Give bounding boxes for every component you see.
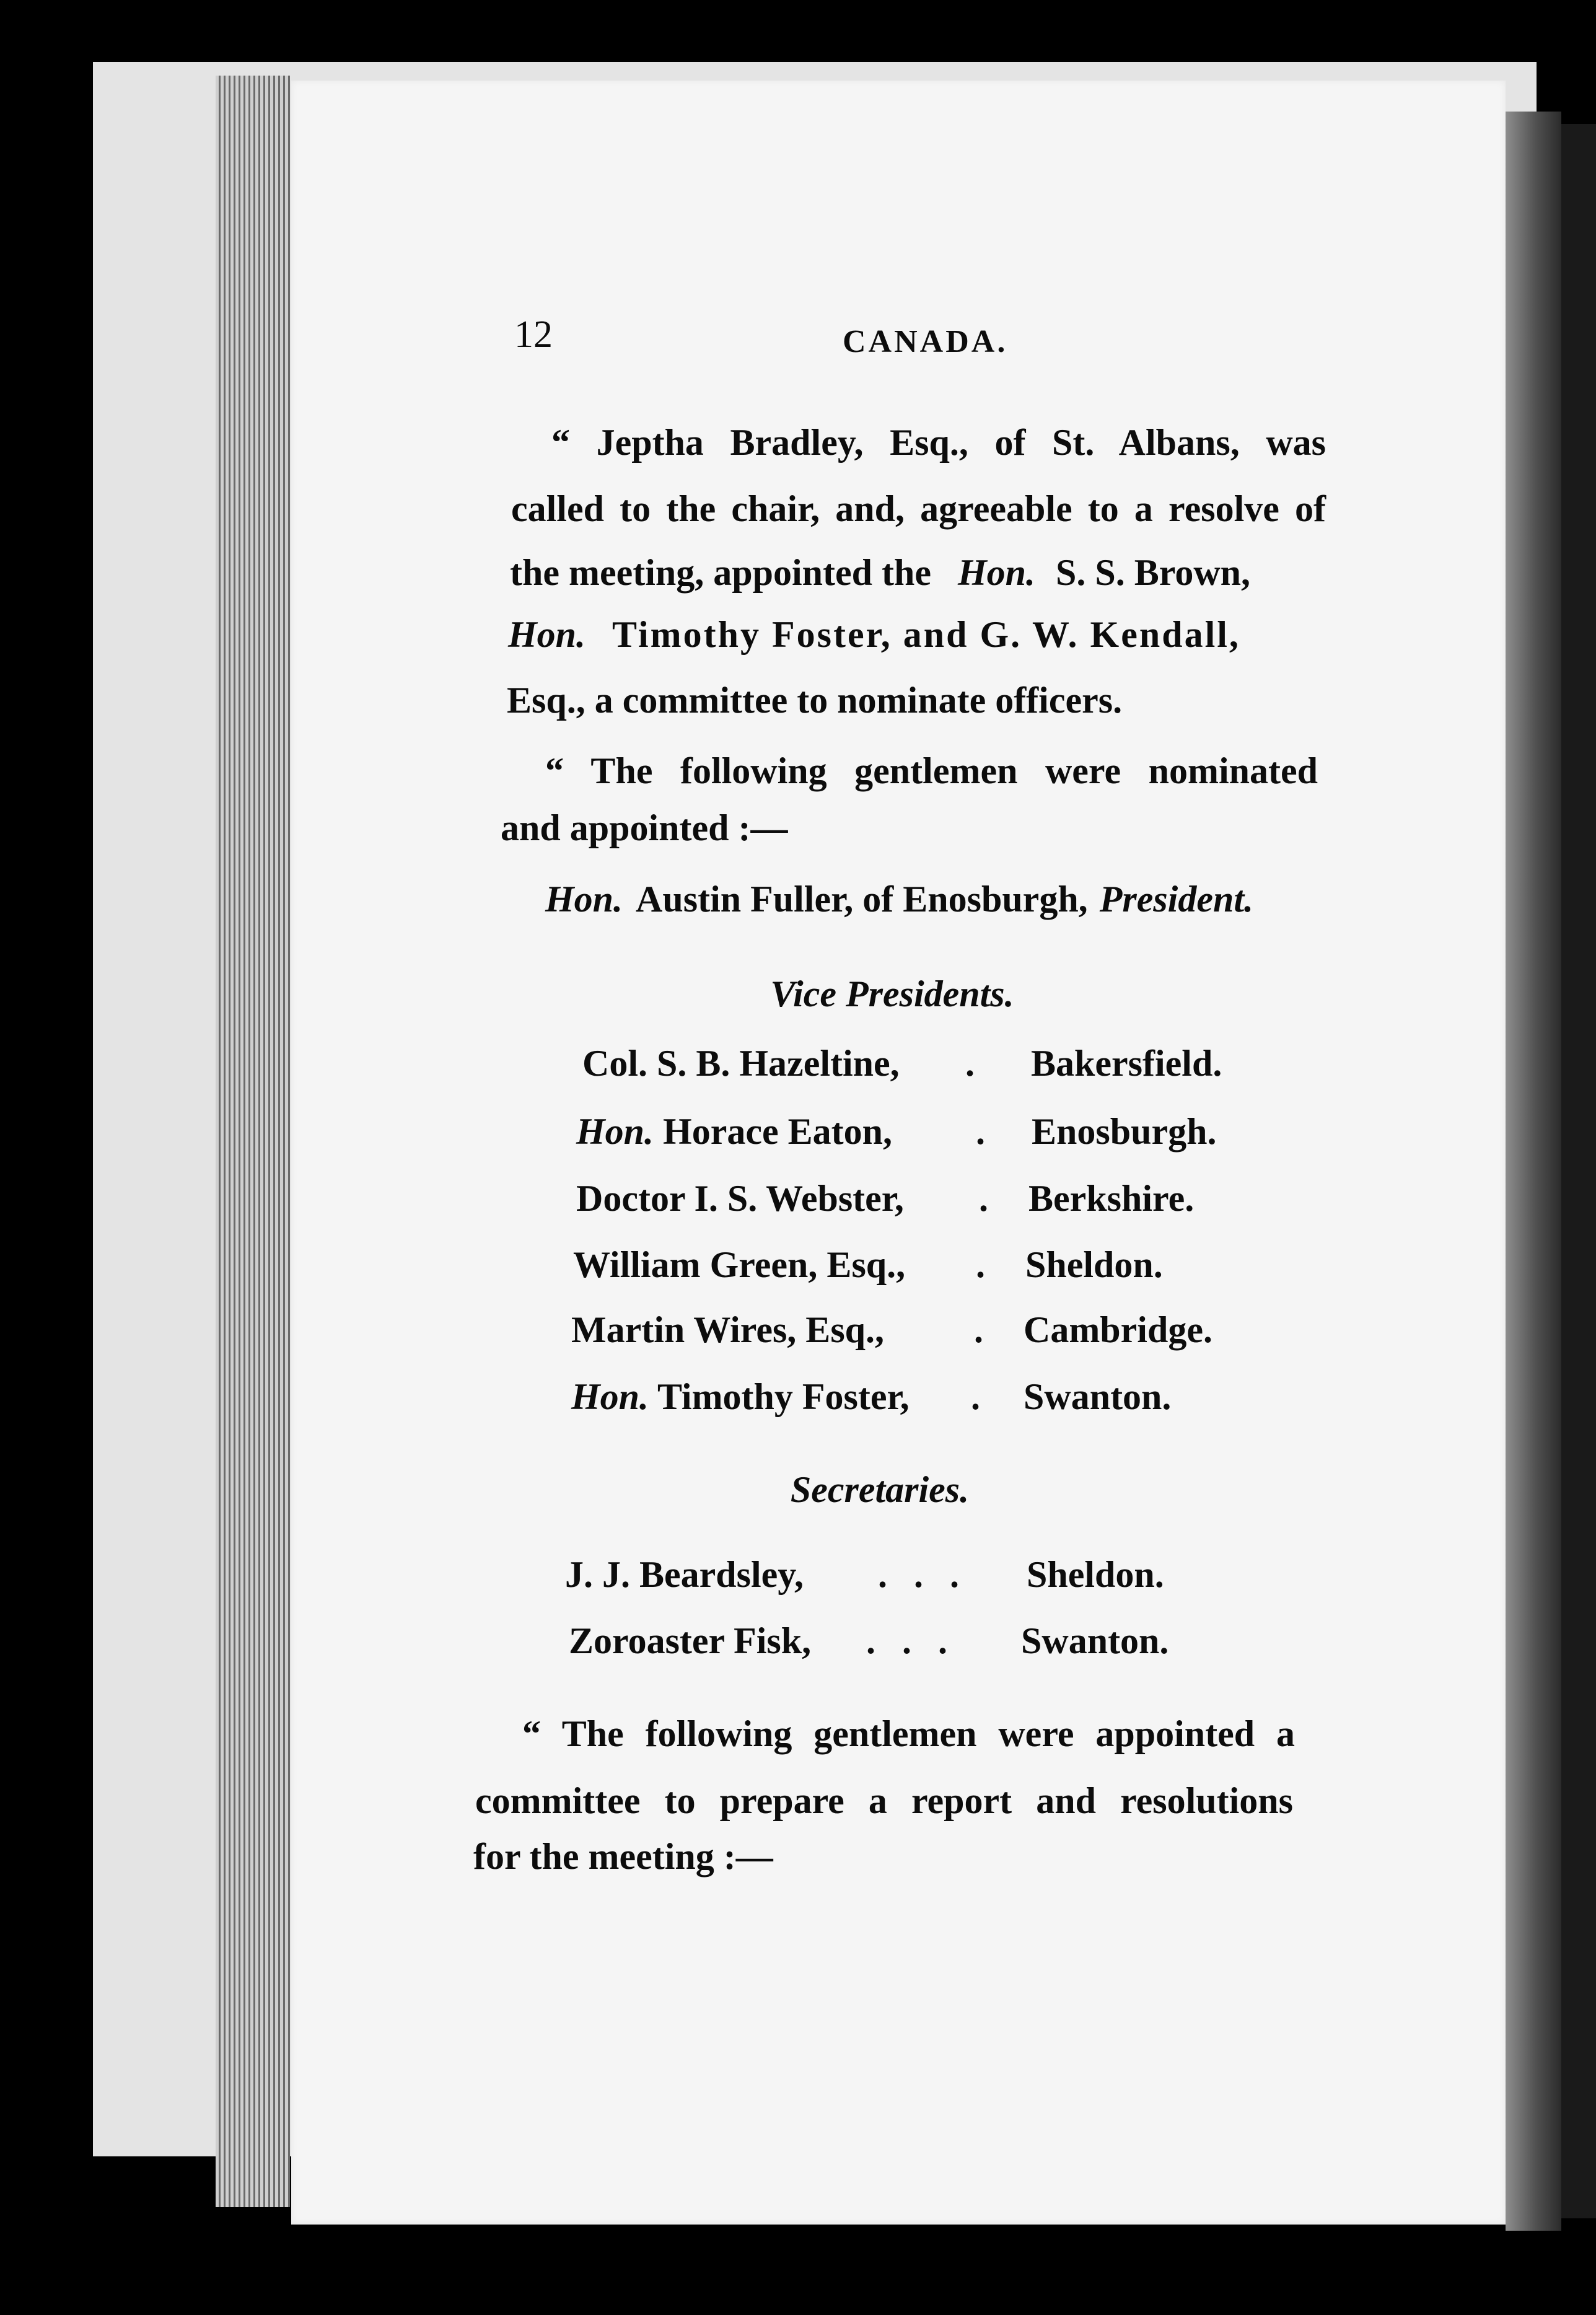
leader-dots: .	[976, 1111, 994, 1152]
president-office: President.	[1099, 879, 1254, 920]
name: William Green, Esq.,	[573, 1244, 906, 1285]
paragraph-1-line-4	[508, 612, 1326, 657]
name: Doctor I. S. Webster,	[576, 1178, 904, 1219]
secretaries-heading: Secretaries.	[790, 1469, 970, 1510]
paragraph-3-line-1: “ The following gentlemen were appointed a	[522, 1713, 1295, 1754]
honorific: Hon.	[576, 1111, 654, 1152]
name: Col. S. B. Hazeltine,	[582, 1043, 900, 1084]
name: Timothy Foster,	[657, 1376, 910, 1417]
name: Horace Eaton,	[663, 1111, 892, 1152]
leader-dots: . . .	[878, 1554, 968, 1595]
secretary-name: Zoroaster Fisk,	[569, 1620, 812, 1661]
leader-dots: .	[974, 1309, 992, 1350]
paragraph-2-line-2: and appointed :—	[501, 807, 788, 848]
vice-president-name	[582, 1041, 900, 1086]
vice-president-row	[571, 1307, 1253, 1352]
leader-dots: .	[979, 1178, 997, 1219]
honorific: Hon.	[508, 614, 586, 655]
running-head: CANADA.	[843, 324, 1008, 359]
page-edges	[216, 76, 290, 2207]
vice-president-row	[582, 1041, 1264, 1086]
vice-president-row	[573, 1242, 1255, 1287]
paragraph-3-line-3: for the meeting :—	[473, 1836, 773, 1877]
leader-dots: . . .	[866, 1620, 956, 1661]
place: Berkshire.	[1028, 1178, 1195, 1219]
binding-shadow	[1506, 112, 1561, 2231]
vice-president-row	[576, 1176, 1258, 1221]
facing-page-edge	[1561, 124, 1596, 2218]
paragraph-2-line-1: “ The following gentlemen were nominated	[545, 750, 1318, 791]
paragraph-1-line-2: called to the chair, and, agreeable to a resolve of	[511, 488, 1326, 529]
vice-president-name	[576, 1109, 892, 1154]
paragraph-1-line-3	[510, 550, 1326, 595]
paragraph-1-line-5: Esq., a committee to nominate officers.	[507, 680, 1123, 721]
leader-dots: .	[976, 1244, 994, 1285]
name-brown: S. S. Brown,	[1056, 552, 1251, 593]
place: Cambridge.	[1024, 1309, 1212, 1350]
paragraph-1-line-1: “ Jeptha Bradley, Esq., of St. Albans, was	[551, 422, 1326, 463]
vice-president-name	[571, 1307, 884, 1352]
honorific: Hon.	[957, 552, 1036, 593]
vice-presidents-heading: Vice Presidents.	[770, 973, 1014, 1014]
president-name: Austin Fuller, of Enosburgh,	[636, 879, 1088, 920]
honorific: Hon.	[545, 879, 623, 920]
leader-dots: .	[965, 1043, 983, 1084]
vice-president-name	[573, 1242, 905, 1287]
secretary-name: J. J. Beardsley,	[565, 1554, 804, 1595]
page-number: 12	[514, 314, 553, 356]
place: Sheldon.	[1027, 1554, 1164, 1595]
secretary-row	[569, 1619, 1250, 1663]
place: Sheldon.	[1025, 1244, 1163, 1285]
name: Martin Wires, Esq.,	[571, 1309, 885, 1350]
vice-president-row	[576, 1109, 1258, 1154]
line-3-text: the meeting, appointed the	[510, 552, 931, 593]
vice-president-row	[571, 1374, 1253, 1419]
vice-president-name	[571, 1374, 910, 1419]
vice-president-name	[576, 1176, 904, 1221]
honorific: Hon.	[571, 1376, 649, 1417]
place: Bakersfield.	[1031, 1043, 1222, 1084]
leader-dots: .	[971, 1376, 989, 1417]
paragraph-3-line-2: committee to prepare a report and resolutions	[475, 1780, 1293, 1821]
place: Swanton.	[1024, 1376, 1172, 1417]
line-4-text: Timothy Foster, and G. W. Kendall,	[612, 614, 1240, 655]
place: Swanton.	[1021, 1620, 1169, 1661]
secretary-row	[565, 1552, 1247, 1597]
place: Enosburgh.	[1032, 1111, 1217, 1152]
president-line	[545, 877, 1253, 921]
